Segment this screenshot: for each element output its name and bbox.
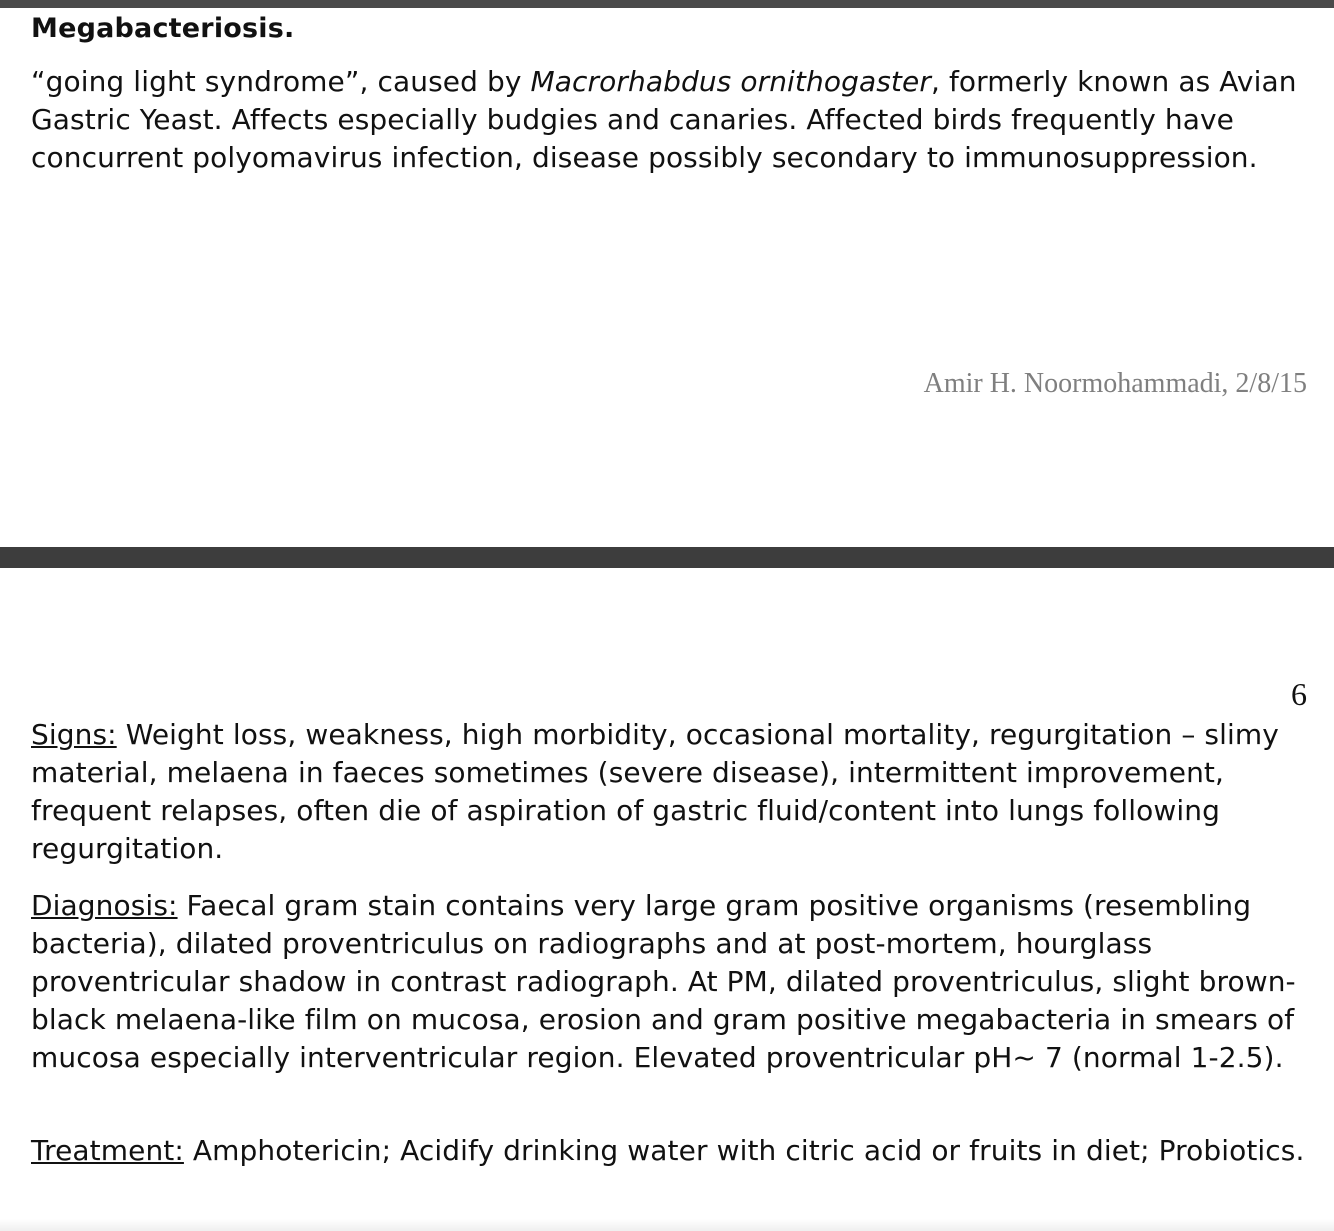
document-page-lower <box>0 568 1334 1231</box>
top-page-border <box>0 0 1334 8</box>
bottom-page-edge <box>0 1219 1334 1231</box>
document-page-upper <box>0 8 1334 547</box>
treatment-label: Treatment: <box>31 1134 184 1167</box>
page-break-divider <box>0 547 1334 568</box>
signs-paragraph <box>31 716 1321 868</box>
diagnosis-label: Diagnosis: <box>31 889 178 922</box>
section-heading: Megabacteriosis. <box>31 13 295 44</box>
author-date-footer: Amir H. Noormohammadi, 2/8/15 <box>923 368 1307 399</box>
signs-label: Signs: <box>31 718 117 751</box>
signs-text: Weight loss, weakness, high morbidity, occasional mortality, regurgitation – slimy material, melaena in faeces sometimes (severe disease), intermittent improvement, frequent relapses, often die of aspiration of gastric fluid/content into lungs following regurgitation. <box>31 718 1279 865</box>
species-name: Macrorhabdus ornithogaster <box>530 65 931 98</box>
intro-paragraph <box>31 63 1311 177</box>
diagnosis-paragraph <box>31 887 1321 1077</box>
intro-text-end: , formerly known as Avian Gastric Yeast. Affects especially budgies and canaries. Affected birds frequently have concurrent polyomavirus infection, disease possibly secondary to immunosuppression. <box>31 65 1297 174</box>
intro-text-start: “going light syndrome”, caused by <box>31 65 531 98</box>
page-number: 6 <box>1291 676 1307 712</box>
diagnosis-text: Faecal gram stain contains very large gram positive organisms (resembling bacteria), dilated proventriculus on radiographs and at post-mortem, hourglass proventricular shadow in contrast radiograph. At PM, dilated proventriculus, slight brown-black melaena-like film on mucosa, erosion and gram positive megabacteria in smears of mucosa especially interventricular region. Elevated proventricular pH~ 7 (normal 1-2.5). <box>31 889 1296 1074</box>
treatment-text: Amphotericin; Acidify drinking water with citric acid or fruits in diet; Probiotics. <box>183 1134 1305 1167</box>
treatment-paragraph <box>31 1132 1321 1170</box>
